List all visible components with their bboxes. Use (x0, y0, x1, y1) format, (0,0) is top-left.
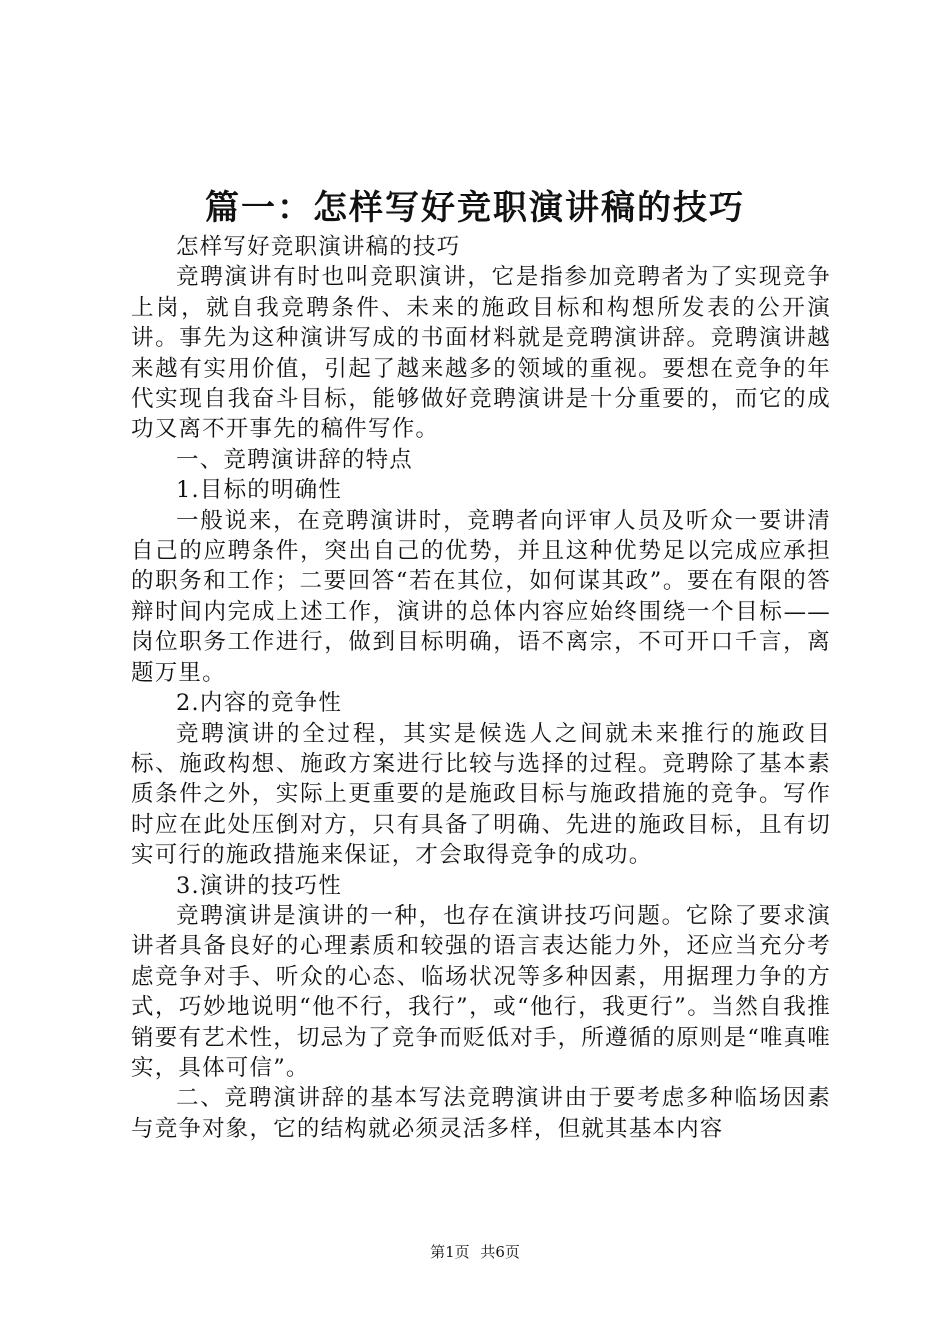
paragraph-clarity: 一般说来，在竞聘演讲时，竞聘者向评审人员及听众一要讲清自己的应聘条件，突出自己的优势，并且这种优势足以完成应承担的职务和工作；二要回答“若在其位，如何谋其政”。要在有限的答辩时间内完成上述工作，演讲的总体内容应始终围绕一个目标——岗位职务工作进行，做到目标明确，语不离宗，不可开口千言，离题万里。 (131, 507, 831, 686)
paragraph-basic-writing: 二、竞聘演讲辞的基本写法竞聘演讲由于要考虑多种临场因素与竞争对象，它的结构就必须灵活多样，但就其基本内容 (131, 1085, 831, 1142)
subheading-technique: 3.演讲的技巧性 (176, 872, 343, 899)
paragraph-subtitle: 怎样写好竞职演讲稿的技巧 (176, 234, 461, 260)
subheading-clarity: 1.目标的明确性 (176, 477, 343, 504)
paragraph-competitiveness: 竞聘演讲的全过程，其实是候选人之间就未来推行的施政目标、施政构想、施政方案进行比较与选择的过程。竞聘除了基本素质条件之外，实际上更重要的是施政目标与施政措施的竞争。写作时应在此处压倒对方，只有具备了明确、先进的施政目标，且有切实可行的施政措施来保证，才会取得竞争的成功。 (131, 720, 831, 869)
subheading-competitiveness: 2.内容的竞争性 (176, 690, 343, 717)
paragraph-intro: 竞聘演讲有时也叫竞职演讲，它是指参加竞聘者为了实现竞争上岗，就自我竞聘条件、未来的施政目标和构想所发表的公开演讲。事先为这种演讲写成的书面材料就是竞聘演讲辞。竞聘演讲越来越有实用价值，引起了越来越多的领域的重视。要想在竞争的年代实现自我奋斗目标，能够做好竞聘演讲是十分重要的，而它的成功又离不开事先的稿件写作。 (131, 264, 831, 443)
document-title: 篇一：怎样写好竞职演讲稿的技巧 (205, 188, 745, 228)
paragraph-technique: 竞聘演讲是演讲的一种，也存在演讲技巧问题。它除了要求演讲者具备良好的心理素质和较强的语言表达能力外，还应当充分考虑竞争对手、听众的心态、临场状况等多种因素，用据理力争的方式，巧妙地说明“他不行，我行”，或“他行，我更行”。当然自我推销要有艺术性，切忌为了竞争而贬低对手，所遵循的原则是“唯真唯实，具体可信”。 (131, 902, 832, 1081)
page-footer (0, 1242, 950, 1262)
document-body (131, 232, 831, 1144)
page-number: 第1页 (430, 1243, 470, 1261)
section-heading-features: 一、竞聘演讲辞的特点 (176, 446, 414, 473)
page-total: 共6页 (480, 1243, 520, 1261)
